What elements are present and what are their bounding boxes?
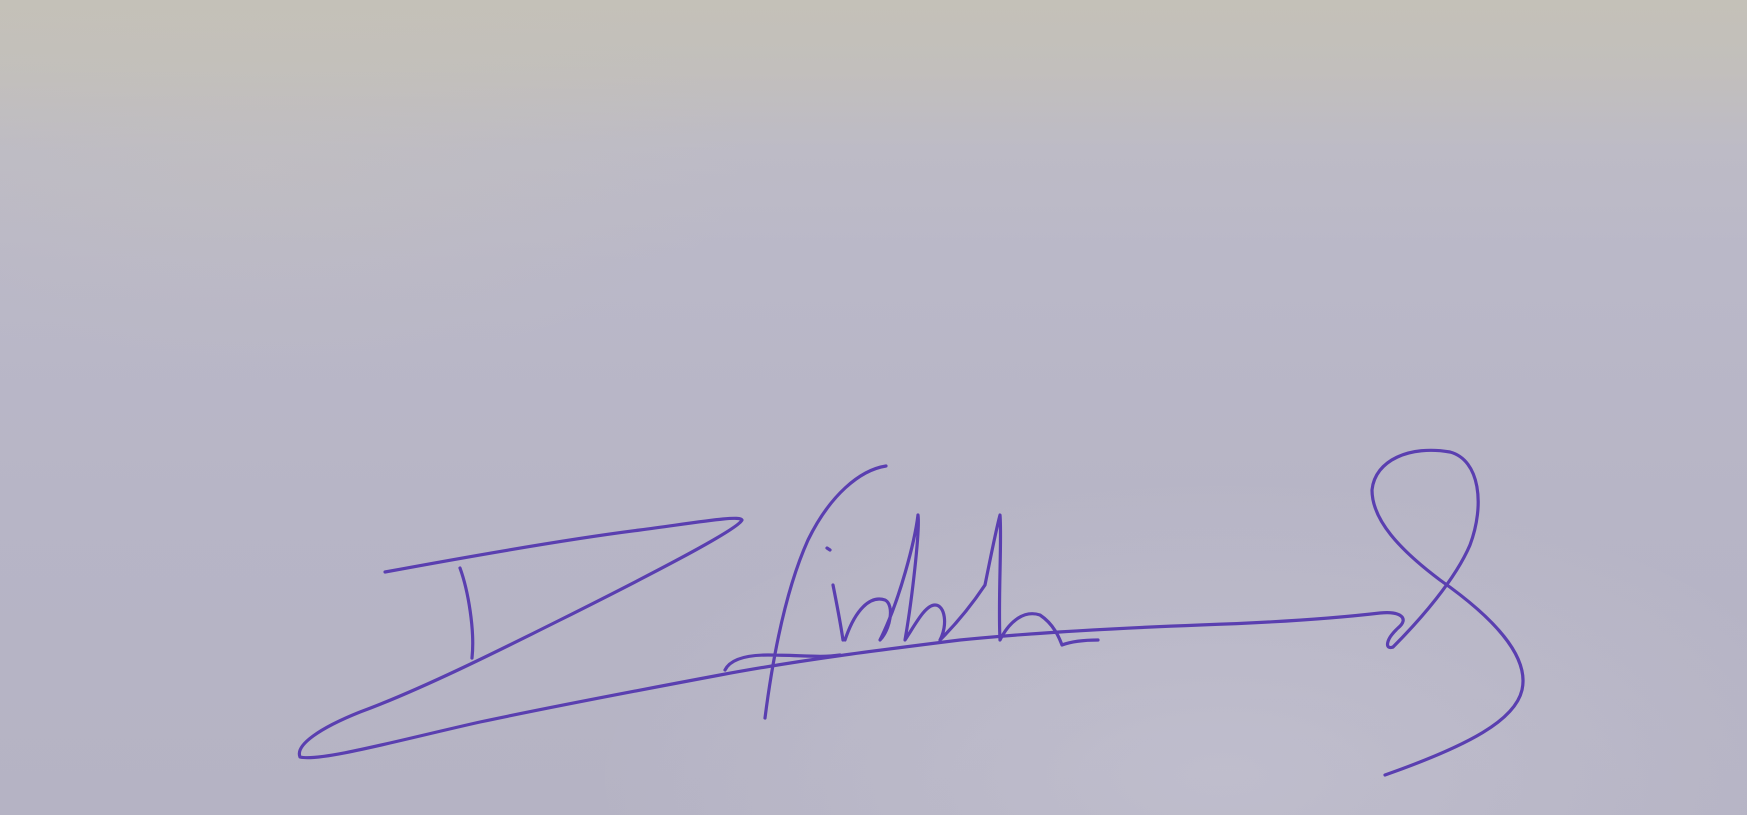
- signature-stroke-stem: [460, 568, 473, 658]
- signature-stroke-initial: [299, 518, 1403, 757]
- signature-stroke-i-dot: [827, 548, 830, 550]
- signature-stroke-f: [725, 466, 886, 718]
- signature-strokes: [299, 450, 1523, 775]
- signature-stroke-letters: [833, 515, 1098, 645]
